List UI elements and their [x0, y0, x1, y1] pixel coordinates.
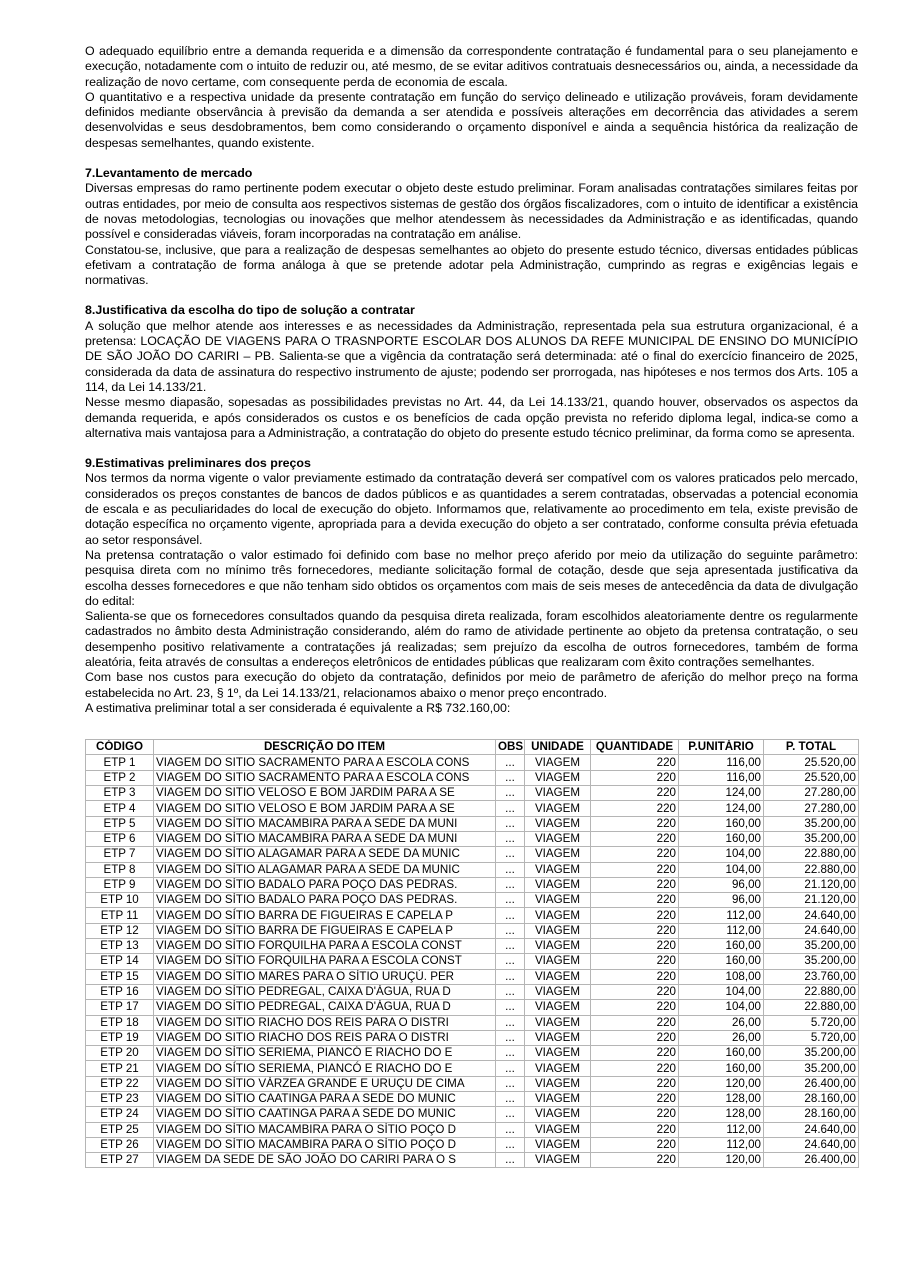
- cell-code: ETP 4: [86, 801, 154, 816]
- cell-unit-price: 160,00: [679, 939, 764, 954]
- cell-description: VIAGEM DO SÍTIO MACAMBIRA PARA O SÍTIO POÇO D: [154, 1122, 496, 1137]
- cell-description: VIAGEM DO SITIO RIACHO DOS REIS PARA O DISTRI: [154, 1030, 496, 1045]
- cell-unit: VIAGEM: [525, 1061, 591, 1076]
- cell-code: ETP 12: [86, 923, 154, 938]
- cell-unit: VIAGEM: [525, 770, 591, 785]
- cell-description: VIAGEM DO SÍTIO PEDREGAL, CAIXA D'ÁGUA, RUA D: [154, 984, 496, 999]
- cell-obs: ...: [496, 1015, 525, 1030]
- cell-code: ETP 21: [86, 1061, 154, 1076]
- cell-obs: ...: [496, 1153, 525, 1168]
- header-description: DESCRIÇÃO DO ITEM: [154, 740, 496, 755]
- cell-unit-price: 128,00: [679, 1092, 764, 1107]
- cell-obs: ...: [496, 1107, 525, 1122]
- cell-unit: VIAGEM: [525, 1046, 591, 1061]
- cell-code: ETP 27: [86, 1153, 154, 1168]
- cell-description: VIAGEM DO SÍTIO BARRA DE FIGUEIRAS E CAPELA P: [154, 908, 496, 923]
- section-8-paragraph-2: Nesse mesmo diapasão, sopesadas as possibilidades previstas no Art. 44, da Lei 14.133/21, quando houver, observados os aspectos da demanda requerida, e após considerados os custos e os benefícios de cada opção prevista no referido diploma legal, indica-se como a alternativa mais vantajosa para a Administração, a contratação do objeto do presente estudo técnico preliminar, da forma como se apresenta.: [85, 395, 858, 440]
- table-row: [86, 1137, 859, 1152]
- cell-unit-price: 96,00: [679, 893, 764, 908]
- cell-total-price: 28.160,00: [764, 1107, 859, 1122]
- cell-description: VIAGEM DO SITIO VELOSO E BOM JARDIM PARA A SE: [154, 801, 496, 816]
- cell-total-price: 22.880,00: [764, 984, 859, 999]
- cell-quantity: 220: [591, 954, 679, 969]
- cell-total-price: 23.760,00: [764, 969, 859, 984]
- cell-code: ETP 9: [86, 877, 154, 892]
- cell-total-price: 24.640,00: [764, 908, 859, 923]
- cell-obs: ...: [496, 755, 525, 770]
- table-header-row: [86, 740, 859, 755]
- cell-quantity: 220: [591, 847, 679, 862]
- cell-code: ETP 25: [86, 1122, 154, 1137]
- cell-total-price: 35.200,00: [764, 939, 859, 954]
- section-9-title: 9.Estimativas preliminares dos preços: [85, 456, 311, 471]
- cell-quantity: 220: [591, 908, 679, 923]
- cell-unit-price: 120,00: [679, 1153, 764, 1168]
- cell-unit-price: 104,00: [679, 1000, 764, 1015]
- cell-code: ETP 8: [86, 862, 154, 877]
- cell-unit-price: 26,00: [679, 1030, 764, 1045]
- cell-unit-price: 104,00: [679, 862, 764, 877]
- cell-description: VIAGEM DO SÍTIO ALAGAMAR PARA A SEDE DA MUNIC: [154, 862, 496, 877]
- section-7-title: 7.Levantamento de mercado: [85, 166, 253, 181]
- cell-total-price: 35.200,00: [764, 816, 859, 831]
- cell-quantity: 220: [591, 893, 679, 908]
- cell-unit-price: 160,00: [679, 954, 764, 969]
- cell-quantity: 220: [591, 1030, 679, 1045]
- cell-obs: ...: [496, 862, 525, 877]
- table-row: [86, 1015, 859, 1030]
- cell-total-price: 22.880,00: [764, 862, 859, 877]
- cell-code: ETP 2: [86, 770, 154, 785]
- table-row: [86, 984, 859, 999]
- cell-unit: VIAGEM: [525, 877, 591, 892]
- cell-description: VIAGEM DO SITIO SACRAMENTO PARA A ESCOLA CONS: [154, 770, 496, 785]
- cell-unit-price: 160,00: [679, 816, 764, 831]
- cell-unit-price: 112,00: [679, 1137, 764, 1152]
- table-row: [86, 1153, 859, 1168]
- cell-total-price: 25.520,00: [764, 755, 859, 770]
- cell-total-price: 27.280,00: [764, 786, 859, 801]
- cell-quantity: 220: [591, 1107, 679, 1122]
- cell-unit-price: 116,00: [679, 770, 764, 785]
- cell-code: ETP 13: [86, 939, 154, 954]
- table-row: [86, 877, 859, 892]
- table-row: [86, 923, 859, 938]
- table-row: [86, 1122, 859, 1137]
- cell-unit: VIAGEM: [525, 923, 591, 938]
- cell-total-price: 35.200,00: [764, 954, 859, 969]
- cell-unit-price: 124,00: [679, 786, 764, 801]
- cell-obs: ...: [496, 1137, 525, 1152]
- cell-unit-price: 104,00: [679, 847, 764, 862]
- cell-description: VIAGEM DO SÍTIO BADALO PARA POÇO DAS PEDRAS.: [154, 893, 496, 908]
- cell-code: ETP 1: [86, 755, 154, 770]
- cell-obs: ...: [496, 847, 525, 862]
- table-row: [86, 1030, 859, 1045]
- cell-unit-price: 112,00: [679, 908, 764, 923]
- cell-unit: VIAGEM: [525, 816, 591, 831]
- cell-code: ETP 18: [86, 1015, 154, 1030]
- header-unit: UNIDADE: [525, 740, 591, 755]
- cell-quantity: 220: [591, 1015, 679, 1030]
- cell-code: ETP 26: [86, 1137, 154, 1152]
- cell-description: VIAGEM DO SÍTIO CAATINGA PARA A SEDE DO MUNIC: [154, 1092, 496, 1107]
- cell-unit: VIAGEM: [525, 1092, 591, 1107]
- cell-description: VIAGEM DO SÍTIO FORQUILHA PARA A ESCOLA CONST: [154, 939, 496, 954]
- section-8-paragraph-1: A solução que melhor atende aos interesses e as necessidades da Administração, representada pela sua estrutura organizacional, é a pretensa: LOCAÇÃO DE VIAGENS PARA O TRASNPORTE ESCOLAR DOS ALUNOS DA REFE MUNICIPAL DE ENSINO DO MUNICÍPIO DE SÃO JOÃO DO CARIRI – PB. Salienta-se que a vigência da contratação será determinada: até o final do exercício financeiro de 2025, considerada da data de assinatura do respectivo instrumento de ajuste; podendo ser prorrogada, nas hipóteses e nos termos dos Arts. 105 a 114, da Lei 14.133/21.: [85, 318, 858, 394]
- cell-total-price: 26.400,00: [764, 1153, 859, 1168]
- cell-unit-price: 104,00: [679, 984, 764, 999]
- section-7-paragraph-2: Constatou-se, inclusive, que para a realização de despesas semelhantes ao objeto do presente estudo técnico, diversas entidades públicas efetivam a contratação de forma análoga à que se pretende adotar pela Administração, cumprindo as regras e exigências legais e normativas.: [85, 242, 858, 288]
- cell-description: VIAGEM DO SITIO RIACHO DOS REIS PARA O DISTRI: [154, 1015, 496, 1030]
- cell-quantity: 220: [591, 939, 679, 954]
- cell-unit-price: 96,00: [679, 877, 764, 892]
- cell-quantity: 220: [591, 984, 679, 999]
- cell-unit: VIAGEM: [525, 893, 591, 908]
- table-row: [86, 831, 859, 846]
- cell-code: ETP 7: [86, 847, 154, 862]
- table-row: [86, 1000, 859, 1015]
- section-9-paragraph-3: Salienta-se que os fornecedores consultados quando da pesquisa direta realizada, foram escolhidos aleatoriamente dentre os regularmente cadastrados no âmbito desta Administração considerando, além do ramo de atividade pertinente ao objeto da pretensa contratação, o seu desempenho positivo relativamente a contratações já realizadas; sem prejuízo da escolha de outros fornecedores, também de forma aleatória, feita através de consultas a endereços eletrônicos de entidades públicas que realizaram com êxito contrações semelhantes.: [85, 609, 858, 669]
- cell-quantity: 220: [591, 1153, 679, 1168]
- cell-description: VIAGEM DO SÍTIO MACAMBIRA PARA A SEDE DA MUNI: [154, 831, 496, 846]
- cell-unit: VIAGEM: [525, 1137, 591, 1152]
- cell-unit-price: 108,00: [679, 969, 764, 984]
- cell-code: ETP 15: [86, 969, 154, 984]
- table-row: [86, 1061, 859, 1076]
- cell-total-price: 24.640,00: [764, 1122, 859, 1137]
- cell-total-price: 35.200,00: [764, 831, 859, 846]
- cell-description: VIAGEM DO SÍTIO MACAMBIRA PARA A SEDE DA MUNI: [154, 816, 496, 831]
- cell-code: ETP 6: [86, 831, 154, 846]
- cell-unit: VIAGEM: [525, 1015, 591, 1030]
- table-row: [86, 1076, 859, 1091]
- cell-obs: ...: [496, 893, 525, 908]
- cell-quantity: 220: [591, 801, 679, 816]
- header-obs: OBS: [496, 740, 525, 755]
- cell-total-price: 22.880,00: [764, 847, 859, 862]
- cell-quantity: 220: [591, 770, 679, 785]
- price-estimate-table: [85, 739, 859, 1168]
- cell-obs: ...: [496, 969, 525, 984]
- table-row: [86, 755, 859, 770]
- cell-unit: VIAGEM: [525, 954, 591, 969]
- cell-total-price: 35.200,00: [764, 1046, 859, 1061]
- cell-total-price: 5.720,00: [764, 1030, 859, 1045]
- cell-unit: VIAGEM: [525, 755, 591, 770]
- cell-unit: VIAGEM: [525, 908, 591, 923]
- cell-unit-price: 160,00: [679, 831, 764, 846]
- cell-obs: ...: [496, 1122, 525, 1137]
- table-row: [86, 893, 859, 908]
- table-row: [86, 847, 859, 862]
- cell-unit-price: 120,00: [679, 1076, 764, 1091]
- cell-obs: ...: [496, 1092, 525, 1107]
- cell-quantity: 220: [591, 923, 679, 938]
- cell-obs: ...: [496, 786, 525, 801]
- section-9-paragraph-5: A estimativa preliminar total a ser considerada é equivalente a R$ 732.160,00:: [85, 700, 511, 715]
- table-row: [86, 954, 859, 969]
- cell-code: ETP 20: [86, 1046, 154, 1061]
- cell-total-price: 35.200,00: [764, 1061, 859, 1076]
- cell-quantity: 220: [591, 786, 679, 801]
- cell-code: ETP 17: [86, 1000, 154, 1015]
- cell-quantity: 220: [591, 1137, 679, 1152]
- table-row: [86, 1046, 859, 1061]
- cell-obs: ...: [496, 1061, 525, 1076]
- cell-quantity: 220: [591, 1122, 679, 1137]
- cell-description: VIAGEM DO SITIO VELOSO E BOM JARDIM PARA A SE: [154, 786, 496, 801]
- cell-unit: VIAGEM: [525, 831, 591, 846]
- cell-quantity: 220: [591, 831, 679, 846]
- cell-description: VIAGEM DO SÍTIO ALAGAMAR PARA A SEDE DA MUNIC: [154, 847, 496, 862]
- cell-quantity: 220: [591, 877, 679, 892]
- table-row: [86, 969, 859, 984]
- table-row: [86, 801, 859, 816]
- intro-paragraph-2: O quantitativo e a respectiva unidade da presente contratação em função do serviço delineado e utilização prováveis, foram devidamente definidos mediante observância à previsão da demanda a ser atendida e possíveis alterações em decorrência das atividades a serem desenvolvidas e seus desdobramentos, bem como considerando o orçamento disponível e ainda a sequência histórica da realização de despesas semelhantes, quando existente.: [85, 89, 858, 150]
- cell-obs: ...: [496, 923, 525, 938]
- cell-code: ETP 16: [86, 984, 154, 999]
- cell-description: VIAGEM DO SÍTIO MARES PARA O SÍTIO URUÇÚ. PER: [154, 969, 496, 984]
- cell-code: ETP 19: [86, 1030, 154, 1045]
- table-row: [86, 1107, 859, 1122]
- cell-description: VIAGEM DO SÍTIO BADALO PARA POÇO DAS PEDRAS.: [154, 877, 496, 892]
- table-row: [86, 770, 859, 785]
- cell-quantity: 220: [591, 755, 679, 770]
- cell-description: VIAGEM DO SÍTIO CAATINGA PARA A SEDE DO MUNIC: [154, 1107, 496, 1122]
- table-row: [86, 786, 859, 801]
- cell-total-price: 24.640,00: [764, 923, 859, 938]
- cell-total-price: 22.880,00: [764, 1000, 859, 1015]
- cell-obs: ...: [496, 908, 525, 923]
- document-page: [85, 44, 858, 1168]
- cell-unit: VIAGEM: [525, 786, 591, 801]
- cell-code: ETP 23: [86, 1092, 154, 1107]
- cell-unit: VIAGEM: [525, 1153, 591, 1168]
- header-total-price: P. TOTAL: [764, 740, 859, 755]
- cell-obs: ...: [496, 939, 525, 954]
- cell-description: VIAGEM DO SÍTIO PEDREGAL, CAIXA D'ÁGUA, RUA D: [154, 1000, 496, 1015]
- cell-total-price: 27.280,00: [764, 801, 859, 816]
- cell-unit-price: 160,00: [679, 1046, 764, 1061]
- cell-quantity: 220: [591, 1076, 679, 1091]
- cell-unit: VIAGEM: [525, 1000, 591, 1015]
- cell-unit-price: 160,00: [679, 1061, 764, 1076]
- cell-quantity: 220: [591, 969, 679, 984]
- cell-total-price: 28.160,00: [764, 1092, 859, 1107]
- cell-unit: VIAGEM: [525, 862, 591, 877]
- cell-unit-price: 112,00: [679, 923, 764, 938]
- cell-description: VIAGEM DO SÍTIO SERIEMA, PIANCÓ E RIACHO DO E: [154, 1046, 496, 1061]
- section-7-paragraph-1: Diversas empresas do ramo pertinente podem executar o objeto deste estudo preliminar. Foram analisadas contratações similares feitas por outras entidades, por meio de consulta aos respectivos sistemas de gestão dos órgãos fiscalizadores, com o intuito de identificar a existência de novas metodologias, tecnologias ou inovações que melhor atendessem às necessidades da Administração e as identificadas, quando possível e consideradas viáveis, foram incorporadas na contratação em análise.: [85, 181, 858, 242]
- cell-code: ETP 5: [86, 816, 154, 831]
- cell-obs: ...: [496, 816, 525, 831]
- table-row: [86, 939, 859, 954]
- table-row: [86, 908, 859, 923]
- cell-description: VIAGEM DO SÍTIO BARRA DE FIGUEIRAS E CAPELA P: [154, 923, 496, 938]
- cell-description: VIAGEM DO SÍTIO MACAMBIRA PARA O SÍTIO POÇO D: [154, 1137, 496, 1152]
- cell-obs: ...: [496, 954, 525, 969]
- cell-unit: VIAGEM: [525, 1107, 591, 1122]
- cell-unit: VIAGEM: [525, 939, 591, 954]
- cell-quantity: 220: [591, 1000, 679, 1015]
- cell-obs: ...: [496, 877, 525, 892]
- intro-paragraph-1: O adequado equilíbrio entre a demanda requerida e a dimensão da correspondente contratação é fundamental para o seu planejamento e execução, notadamente com o intuito de reduzir ou, até mesmo, de se evitar aditivos contratuais desnecessários ou, ainda, a necessidade da realização de novo certame, com consequente perda de economia de escala.: [85, 44, 858, 89]
- cell-unit-price: 112,00: [679, 1122, 764, 1137]
- cell-total-price: 21.120,00: [764, 877, 859, 892]
- cell-code: ETP 3: [86, 786, 154, 801]
- cell-description: VIAGEM DA SEDE DE SÃO JOÃO DO CARIRI PARA O S: [154, 1153, 496, 1168]
- cell-quantity: 220: [591, 1092, 679, 1107]
- cell-obs: ...: [496, 831, 525, 846]
- cell-code: ETP 11: [86, 908, 154, 923]
- table-body: [86, 755, 859, 1168]
- cell-unit: VIAGEM: [525, 847, 591, 862]
- table-row: [86, 862, 859, 877]
- header-unit-price: P.UNITÁRIO: [679, 740, 764, 755]
- cell-obs: ...: [496, 770, 525, 785]
- cell-total-price: 21.120,00: [764, 893, 859, 908]
- table-row: [86, 816, 859, 831]
- cell-obs: ...: [496, 1030, 525, 1045]
- cell-quantity: 220: [591, 816, 679, 831]
- cell-quantity: 220: [591, 1046, 679, 1061]
- section-8-title: 8.Justificativa da escolha do tipo de solução a contratar: [85, 303, 415, 318]
- header-quantity: QUANTIDADE: [591, 740, 679, 755]
- cell-unit-price: 26,00: [679, 1015, 764, 1030]
- cell-description: VIAGEM DO SITIO SACRAMENTO PARA A ESCOLA CONS: [154, 755, 496, 770]
- cell-description: VIAGEM DO SÍTIO SERIEMA, PIANCÓ E RIACHO DO E: [154, 1061, 496, 1076]
- cell-unit: VIAGEM: [525, 1122, 591, 1137]
- cell-obs: ...: [496, 1076, 525, 1091]
- cell-total-price: 26.400,00: [764, 1076, 859, 1091]
- cell-unit: VIAGEM: [525, 801, 591, 816]
- cell-code: ETP 24: [86, 1107, 154, 1122]
- cell-code: ETP 22: [86, 1076, 154, 1091]
- cell-total-price: 25.520,00: [764, 770, 859, 785]
- cell-quantity: 220: [591, 862, 679, 877]
- cell-unit-price: 128,00: [679, 1107, 764, 1122]
- cell-quantity: 220: [591, 1061, 679, 1076]
- cell-unit-price: 116,00: [679, 755, 764, 770]
- section-9-paragraph-2: Na pretensa contratação o valor estimado foi definido com base no melhor preço aferido por meio da utilização do seguinte parâmetro: pesquisa direta com no mínimo três fornecedores, mediante solicitação formal de cotação, desde que seja apresentada justificativa da escolha desses fornecedores e que não tenham sido obtidos os orçamentos com mais de seis meses de antecedência da data de divulgação do edital:: [85, 547, 858, 608]
- cell-obs: ...: [496, 1046, 525, 1061]
- cell-description: VIAGEM DO SÍTIO VÁRZEA GRANDE E URUÇU DE CIMA: [154, 1076, 496, 1091]
- section-9-paragraph-4: Com base nos custos para execução do objeto da contratação, definidos por meio de parâmetro de aferição do melhor preço na forma estabelecida no Art. 23, § 1º, da Lei 14.133/21, relacionamos abaixo o menor preço encontrado.: [85, 670, 858, 700]
- cell-code: ETP 10: [86, 893, 154, 908]
- cell-code: ETP 14: [86, 954, 154, 969]
- cell-unit: VIAGEM: [525, 1030, 591, 1045]
- cell-unit: VIAGEM: [525, 984, 591, 999]
- cell-total-price: 24.640,00: [764, 1137, 859, 1152]
- cell-unit: VIAGEM: [525, 1076, 591, 1091]
- cell-obs: ...: [496, 984, 525, 999]
- cell-unit: VIAGEM: [525, 969, 591, 984]
- header-code: CÓDIGO: [86, 740, 154, 755]
- section-9-paragraph-1: Nos termos da norma vigente o valor previamente estimado da contratação deverá ser compatível com os valores praticados pelo mercado, considerados os preços constantes de bancos de dados públicos e as quantidades a serem contratadas, observadas a potencial economia de escala e as peculiaridades do local de execução do objeto. Informamos que, relativamente ao procedimento em tela, existe previsão de dotação específica no orçamento vigente, apropriada para a devida execução do objeto a ser contratado, conforme consulta prévia efetuada ao setor responsável.: [85, 471, 858, 547]
- cell-obs: ...: [496, 1000, 525, 1015]
- cell-obs: ...: [496, 801, 525, 816]
- cell-unit-price: 124,00: [679, 801, 764, 816]
- cell-description: VIAGEM DO SÍTIO FORQUILHA PARA A ESCOLA CONST: [154, 954, 496, 969]
- table-row: [86, 1092, 859, 1107]
- cell-total-price: 5.720,00: [764, 1015, 859, 1030]
